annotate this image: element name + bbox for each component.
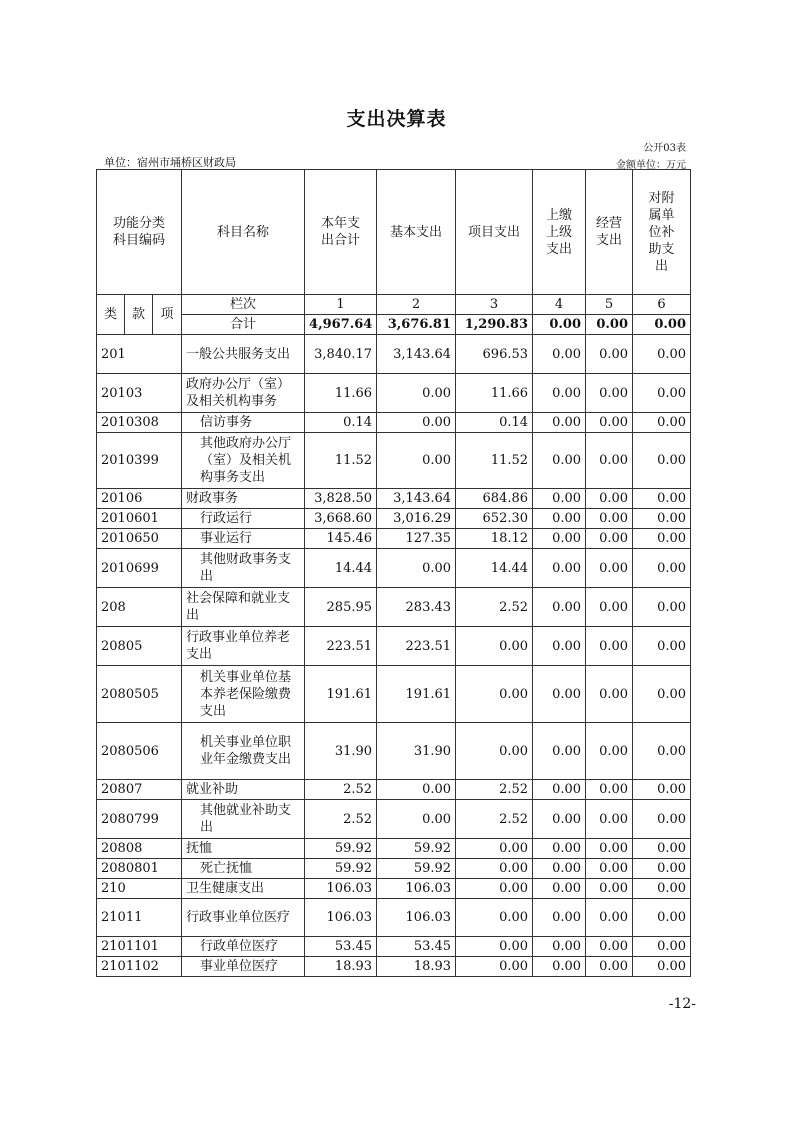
amount-cell: 0.00 — [586, 529, 633, 549]
subject-name: 卫生健康支出 — [182, 879, 305, 899]
subject-name: 行政运行 — [182, 509, 305, 529]
function-code: 20807 — [97, 780, 182, 800]
amount-cell: 0.00 — [533, 433, 586, 489]
amount-cell: 0.00 — [456, 957, 533, 977]
table-row — [97, 937, 691, 957]
table-row — [97, 957, 691, 977]
header-xiang: 项 — [153, 295, 182, 335]
amount-cell: 0.00 — [633, 489, 691, 509]
amount-cell: 0.00 — [533, 374, 586, 413]
amount-cell: 0.00 — [586, 335, 633, 374]
amount-cell: 11.52 — [305, 433, 377, 489]
amount-cell: 223.51 — [305, 627, 377, 666]
subject-name: 其他政府办公厅（室）及相关机构事务支出 — [182, 433, 305, 489]
amount-cell: 0.00 — [533, 335, 586, 374]
amount-cell: 2.52 — [456, 588, 533, 627]
function-code: 2101102 — [97, 957, 182, 977]
amount-cell: 191.61 — [305, 666, 377, 723]
col-num-1: 1 — [305, 295, 377, 315]
amount-cell: 59.92 — [305, 859, 377, 879]
amount-cell: 0.00 — [586, 899, 633, 937]
total-value: 0.00 — [533, 315, 586, 335]
amount-cell: 0.00 — [586, 937, 633, 957]
amount-cell: 53.45 — [377, 937, 456, 957]
table-row — [97, 588, 691, 627]
amount-cell: 11.66 — [305, 374, 377, 413]
amount-cell: 0.00 — [533, 489, 586, 509]
header-project: 项目支出 — [456, 170, 533, 295]
page-title: 支出决算表 — [346, 108, 447, 130]
amount-cell: 0.00 — [633, 839, 691, 859]
amount-cell: 0.00 — [586, 859, 633, 879]
function-code: 210 — [97, 879, 182, 899]
amount-cell: 0.00 — [456, 859, 533, 879]
table-row — [97, 509, 691, 529]
function-code: 2010308 — [97, 413, 182, 433]
amount-cell: 0.00 — [456, 937, 533, 957]
col-num-3: 3 — [456, 295, 533, 315]
table-row — [97, 879, 691, 899]
amount-cell: 0.00 — [586, 666, 633, 723]
amount-cell: 0.00 — [533, 899, 586, 937]
subject-name: 机关事业单位职业年金缴费支出 — [182, 723, 305, 780]
amount-cell: 0.00 — [533, 413, 586, 433]
table-row — [97, 413, 691, 433]
function-code: 2010601 — [97, 509, 182, 529]
amount-cell: 11.66 — [456, 374, 533, 413]
amount-cell: 18.93 — [377, 957, 456, 977]
amount-cell: 0.00 — [377, 549, 456, 588]
subject-name: 政府办公厅（室）及相关机构事务 — [182, 374, 305, 413]
amount-cell: 0.00 — [456, 723, 533, 780]
amount-cell: 0.00 — [533, 529, 586, 549]
expenditure-table — [96, 169, 691, 977]
amount-cell: 0.00 — [533, 549, 586, 588]
amount-cell: 0.00 — [633, 800, 691, 839]
amount-cell: 14.44 — [305, 549, 377, 588]
function-code: 2080505 — [97, 666, 182, 723]
amount-cell: 0.00 — [377, 413, 456, 433]
amount-cell: 3,668.60 — [305, 509, 377, 529]
subject-name: 社会保障和就业支出 — [182, 588, 305, 627]
amount-cell: 0.00 — [533, 957, 586, 977]
function-code: 20808 — [97, 839, 182, 859]
amount-cell: 106.03 — [377, 879, 456, 899]
amount-cell: 3,016.29 — [377, 509, 456, 529]
total-value: 3,676.81 — [377, 315, 456, 335]
amount-cell: 3,143.64 — [377, 489, 456, 509]
amount-cell: 0.00 — [633, 529, 691, 549]
total-value: 1,290.83 — [456, 315, 533, 335]
amount-cell: 0.00 — [633, 937, 691, 957]
amount-cell: 191.61 — [377, 666, 456, 723]
amount-cell: 3,828.50 — [305, 489, 377, 509]
amount-cell: 283.43 — [377, 588, 456, 627]
amount-cell: 0.00 — [586, 879, 633, 899]
amount-cell: 0.00 — [633, 957, 691, 977]
total-value: 4,967.64 — [305, 315, 377, 335]
amount-cell: 2.52 — [305, 780, 377, 800]
amount-cell: 0.00 — [586, 839, 633, 859]
function-code: 2080506 — [97, 723, 182, 780]
header-func-code: 功能分类科目编码 — [97, 170, 182, 295]
amount-cell: 11.52 — [456, 433, 533, 489]
amount-cell: 14.44 — [456, 549, 533, 588]
total-label: 合计 — [182, 315, 305, 335]
amount-cell: 0.00 — [586, 509, 633, 529]
doc-code: 公开03表 — [643, 143, 686, 154]
amount-cell: 0.00 — [533, 879, 586, 899]
table-row — [97, 335, 691, 374]
table-row — [97, 666, 691, 723]
amount-cell: 0.00 — [586, 780, 633, 800]
function-code: 201 — [97, 335, 182, 374]
amount-cell: 0.00 — [586, 723, 633, 780]
table-row — [97, 549, 691, 588]
amount-cell: 0.00 — [533, 588, 586, 627]
amount-cell: 0.00 — [633, 627, 691, 666]
amount-unit: 金额单位：万元 — [616, 160, 686, 171]
table-row — [97, 433, 691, 489]
function-code: 2080799 — [97, 800, 182, 839]
amount-cell: 0.00 — [586, 800, 633, 839]
table-row — [97, 839, 691, 859]
col-num-6: 6 — [633, 295, 691, 315]
amount-cell: 652.30 — [456, 509, 533, 529]
amount-cell: 18.12 — [456, 529, 533, 549]
header-subsidy: 对附属单位补助支出 — [633, 170, 691, 295]
amount-cell: 2.52 — [456, 780, 533, 800]
subject-name: 事业单位医疗 — [182, 957, 305, 977]
header-business: 经营支出 — [586, 170, 633, 295]
amount-cell: 0.00 — [633, 780, 691, 800]
page-number: -12- — [668, 996, 696, 1012]
function-code: 20103 — [97, 374, 182, 413]
amount-cell: 0.00 — [633, 879, 691, 899]
amount-cell: 31.90 — [377, 723, 456, 780]
header-basic: 基本支出 — [377, 170, 456, 295]
amount-cell: 684.86 — [456, 489, 533, 509]
amount-cell: 145.46 — [305, 529, 377, 549]
header-lei: 类 — [97, 295, 125, 335]
amount-cell: 0.00 — [456, 666, 533, 723]
amount-cell: 0.00 — [586, 957, 633, 977]
amount-cell: 31.90 — [305, 723, 377, 780]
amount-cell: 18.93 — [305, 957, 377, 977]
function-code: 20805 — [97, 627, 182, 666]
function-code: 2080801 — [97, 859, 182, 879]
table-row — [97, 723, 691, 780]
amount-cell: 59.92 — [377, 859, 456, 879]
amount-cell: 0.00 — [586, 627, 633, 666]
amount-cell: 0.00 — [633, 433, 691, 489]
amount-cell: 0.00 — [586, 489, 633, 509]
col-num-4: 4 — [533, 295, 586, 315]
amount-cell: 0.00 — [533, 780, 586, 800]
amount-cell: 0.00 — [633, 549, 691, 588]
amount-cell: 0.00 — [533, 859, 586, 879]
subject-name: 行政单位医疗 — [182, 937, 305, 957]
table-row — [97, 374, 691, 413]
amount-cell: 106.03 — [305, 879, 377, 899]
amount-cell: 696.53 — [456, 335, 533, 374]
function-code: 2101101 — [97, 937, 182, 957]
header-kuan: 款 — [125, 295, 153, 335]
subject-name: 其他财政事务支出 — [182, 549, 305, 588]
table-row — [97, 780, 691, 800]
amount-cell: 127.35 — [377, 529, 456, 549]
header-upper: 上缴上级支出 — [533, 170, 586, 295]
amount-cell: 0.00 — [633, 899, 691, 937]
amount-cell: 0.00 — [377, 800, 456, 839]
reporting-unit: 单位：宿州市埇桥区财政局 — [104, 156, 236, 169]
subject-name: 行政事业单位医疗 — [182, 899, 305, 937]
amount-cell: 0.00 — [633, 335, 691, 374]
amount-cell: 0.00 — [456, 899, 533, 937]
amount-cell: 53.45 — [305, 937, 377, 957]
amount-cell: 0.14 — [305, 413, 377, 433]
amount-cell: 0.00 — [586, 433, 633, 489]
amount-cell: 0.00 — [533, 839, 586, 859]
subject-name: 事业运行 — [182, 529, 305, 549]
amount-cell: 3,840.17 — [305, 335, 377, 374]
subject-name: 行政事业单位养老支出 — [182, 627, 305, 666]
total-value: 0.00 — [586, 315, 633, 335]
total-row — [97, 315, 691, 335]
amount-cell: 2.52 — [456, 800, 533, 839]
amount-cell: 0.00 — [533, 666, 586, 723]
amount-cell: 0.00 — [586, 549, 633, 588]
amount-cell: 2.52 — [305, 800, 377, 839]
amount-cell: 0.00 — [633, 509, 691, 529]
amount-cell: 0.00 — [377, 433, 456, 489]
function-code: 2010699 — [97, 549, 182, 588]
subject-name: 机关事业单位基本养老保险缴费支出 — [182, 666, 305, 723]
amount-cell: 0.00 — [633, 723, 691, 780]
amount-cell: 0.00 — [456, 839, 533, 859]
amount-cell: 0.00 — [586, 413, 633, 433]
amount-cell: 106.03 — [305, 899, 377, 937]
table-row — [97, 899, 691, 937]
amount-cell: 0.14 — [456, 413, 533, 433]
table-row — [97, 489, 691, 509]
amount-cell: 0.00 — [533, 800, 586, 839]
amount-cell: 0.00 — [633, 588, 691, 627]
header-lanci: 栏次 — [182, 295, 305, 315]
subject-name: 抚恤 — [182, 839, 305, 859]
amount-cell: 0.00 — [533, 937, 586, 957]
subject-name: 就业补助 — [182, 780, 305, 800]
subject-name: 财政事务 — [182, 489, 305, 509]
header-subject-name: 科目名称 — [182, 170, 305, 295]
function-code: 2010399 — [97, 433, 182, 489]
amount-cell: 106.03 — [377, 899, 456, 937]
subject-name: 死亡抚恤 — [182, 859, 305, 879]
col-num-2: 2 — [377, 295, 456, 315]
amount-cell: 285.95 — [305, 588, 377, 627]
amount-cell: 0.00 — [533, 509, 586, 529]
amount-cell: 59.92 — [377, 839, 456, 859]
amount-cell: 59.92 — [305, 839, 377, 859]
amount-cell: 0.00 — [633, 859, 691, 879]
col-num-5: 5 — [586, 295, 633, 315]
amount-cell: 0.00 — [377, 374, 456, 413]
subject-name: 一般公共服务支出 — [182, 335, 305, 374]
function-code: 208 — [97, 588, 182, 627]
header-total: 本年支出合计 — [305, 170, 377, 295]
subject-name: 信访事务 — [182, 413, 305, 433]
amount-cell: 0.00 — [586, 588, 633, 627]
amount-cell: 3,143.64 — [377, 335, 456, 374]
amount-cell: 0.00 — [633, 374, 691, 413]
amount-cell: 223.51 — [377, 627, 456, 666]
table-row — [97, 800, 691, 839]
amount-cell: 0.00 — [377, 780, 456, 800]
amount-cell: 0.00 — [586, 374, 633, 413]
table-row — [97, 529, 691, 549]
function-code: 2010650 — [97, 529, 182, 549]
amount-cell: 0.00 — [533, 723, 586, 780]
amount-cell: 0.00 — [533, 627, 586, 666]
amount-cell: 0.00 — [456, 627, 533, 666]
table-row — [97, 859, 691, 879]
amount-cell: 0.00 — [633, 666, 691, 723]
amount-cell: 0.00 — [456, 879, 533, 899]
function-code: 20106 — [97, 489, 182, 509]
total-value: 0.00 — [633, 315, 691, 335]
amount-cell: 0.00 — [633, 413, 691, 433]
table-row — [97, 627, 691, 666]
function-code: 21011 — [97, 899, 182, 937]
subject-name: 其他就业补助支出 — [182, 800, 305, 839]
